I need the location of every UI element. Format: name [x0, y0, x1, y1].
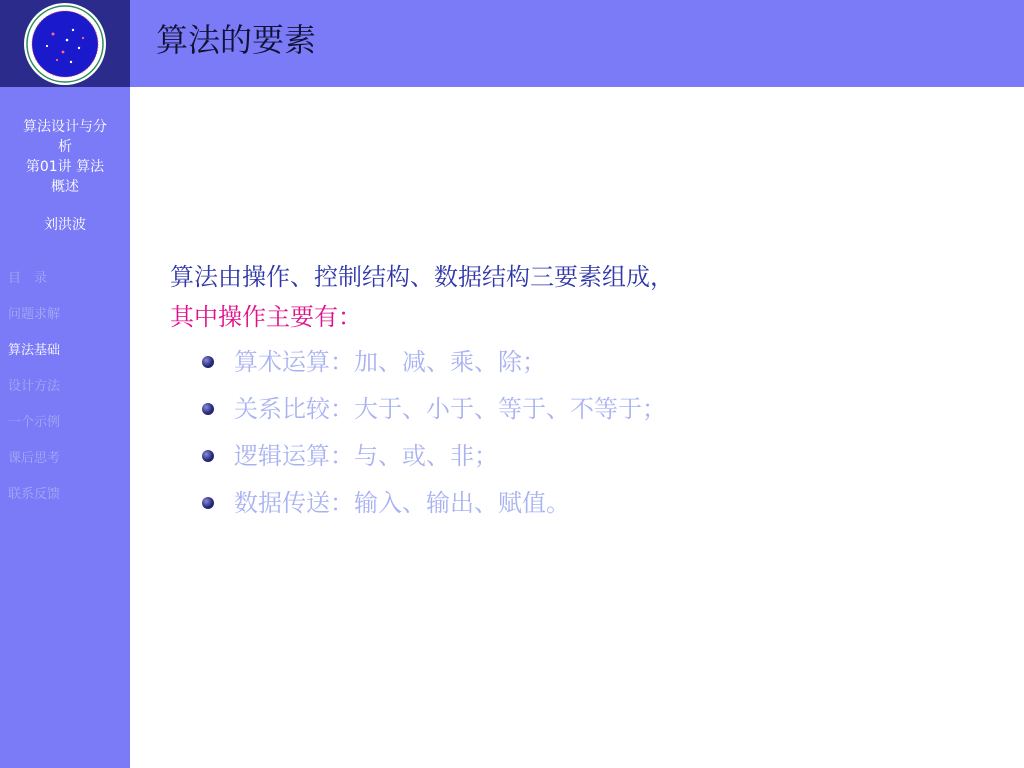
nav-item-contents[interactable]: 目 录: [8, 271, 48, 286]
list-item: [170, 387, 990, 434]
nav-item-exercises[interactable]: 课后思考: [8, 451, 61, 466]
nav-item-problem-solving[interactable]: 问题求解: [8, 307, 61, 322]
author-name: 刘洪波: [44, 217, 86, 233]
nav-item-example[interactable]: 一个示例: [8, 415, 61, 430]
bullet-icon: [202, 497, 214, 509]
list-item-text: 数据传送：输入、输出、赋值。: [234, 489, 570, 517]
list-item-text: 算术运算：加、减、乘、除；: [234, 348, 546, 376]
course-title-line: 析: [58, 139, 72, 155]
list-item-text: 关系比较：大于、小于、等于、不等于；: [234, 395, 666, 423]
intro-text: 算法由操作、控制结构、数据结构三要素组成，: [170, 263, 674, 291]
list-item: [170, 340, 990, 387]
highlight-text: 其中操作主要有：: [170, 303, 362, 331]
bullet-icon: [202, 356, 214, 368]
sidebar-nav: [8, 269, 128, 521]
university-seal-logo: [23, 2, 107, 86]
bullet-icon: [202, 450, 214, 462]
course-title-line: 算法设计与分: [23, 119, 107, 135]
nav-item-feedback[interactable]: 联系反馈: [8, 487, 61, 502]
logo-area: [0, 0, 130, 87]
slide-title: 算法的要素: [156, 21, 317, 59]
slide-body: [170, 258, 990, 528]
operation-list: [170, 340, 990, 528]
course-title: [4, 117, 126, 197]
nav-item-algorithm-basics[interactable]: 算法基础: [8, 343, 61, 358]
course-title-line: 第01讲 算法: [25, 159, 105, 175]
list-item-text: 逻辑运算：与、或、非；: [234, 442, 498, 470]
list-item: [170, 434, 990, 481]
bullet-icon: [202, 403, 214, 415]
header-bar: [130, 0, 1024, 87]
nav-item-design-methods[interactable]: 设计方法: [8, 379, 61, 394]
course-title-line: 概述: [51, 179, 79, 195]
list-item: [170, 481, 990, 528]
sidebar: [0, 0, 130, 768]
